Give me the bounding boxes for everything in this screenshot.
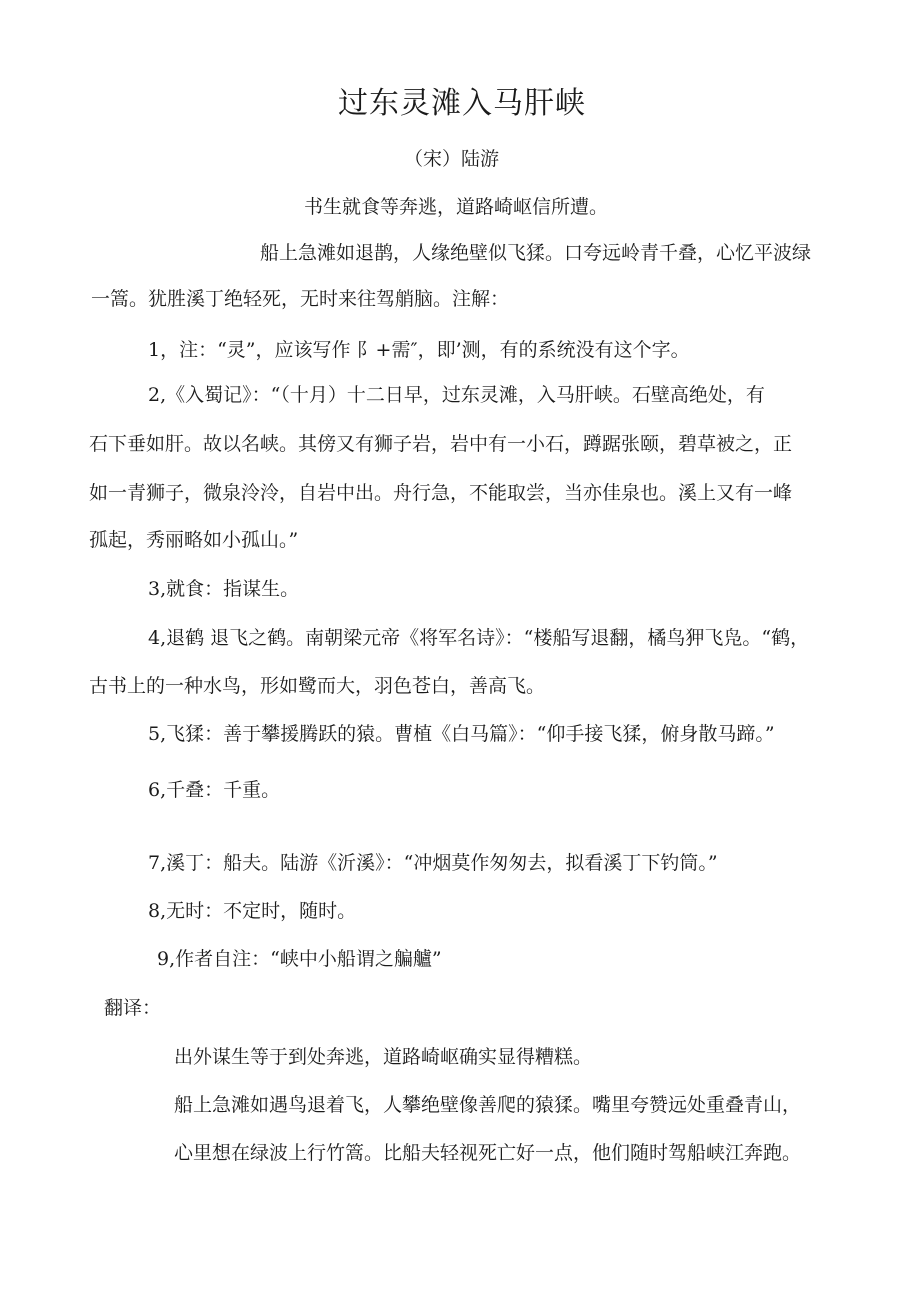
note-6: 6,千叠：千重。: [148, 779, 281, 801]
poem-line-2b: 一篙。犹胜溪丁绝轻死，无时来往驾艄脑。注解：: [91, 288, 510, 310]
note-8: 8,无时：不定时，随时。: [148, 900, 357, 922]
note-2-line-1: 2,《入蜀记》：“（十月）十二日早，过东灵滩，入马肝峡。石壁高绝处，有: [148, 384, 765, 406]
poem-line-2a: 船上急滩如退鹊，人缘绝壁似飞猱。口夸远岭青千叠，心忆平波绿: [260, 242, 812, 264]
poem-line-1: 书生就食等奔逃，道路崎岖信所遭。: [304, 196, 609, 218]
note-7: 7,溪丁：船夫。陆游《沂溪》：“冲烟莫作匆匆去，拟看溪丁下钓筒。”: [148, 852, 718, 874]
translation-line-2: 船上急滩如遇鸟退着飞，人攀绝壁像善爬的猿猱。嘴里夸赞远处重叠青山，: [174, 1094, 802, 1116]
note-4-line-2: 古书上的一种水鸟，形如鹭而大，羽色苍白，善高飞。: [89, 675, 546, 697]
note-9: 9,作者自注：“峡中小船谓之艑艫”: [157, 948, 442, 970]
note-1: 1，注：“灵”，应该写作 ⻖+需″，即’测，有的系统没有这个字。: [148, 339, 690, 361]
note-2-line-4: 孤起，秀丽略如小孤山。”: [89, 529, 299, 551]
note-4-line-1: 4,退鹤 退飞之鹤。南朝梁元帝《将军名诗》：“楼船写退翻，橘鸟狎飞凫。“鹤，: [148, 627, 810, 649]
author-line: （宋）陆游: [404, 148, 500, 170]
translation-heading: 翻译：: [104, 997, 162, 1019]
note-3: 3,就食：指谋生。: [148, 578, 300, 600]
note-2-line-3: 如一青狮子，微泉泠泠，自岩中出。舟行急，不能取尝，当亦佳泉也。溪上又有一峰: [89, 482, 793, 504]
page-title: 过东灵滩入马肝峡: [338, 86, 586, 121]
translation-line-3: 心里想在绿波上行竹篙。比船夫轻视死亡好一点，他们随时驾船峡江奔跑。: [174, 1142, 802, 1164]
note-5: 5,飞猱：善于攀援腾跃的猿。曹植《白马篇》：“仰手接飞猱，俯身散马蹄。”: [148, 723, 775, 745]
note-2-line-2: 石下垂如肝。故以名峡。其傍又有狮子岩，岩中有一小石，蹲踞张颐，碧草被之，正: [89, 433, 793, 455]
translation-line-1: 出外谋生等于到处奔逃，道路崎岖确实显得糟糕。: [174, 1046, 593, 1068]
